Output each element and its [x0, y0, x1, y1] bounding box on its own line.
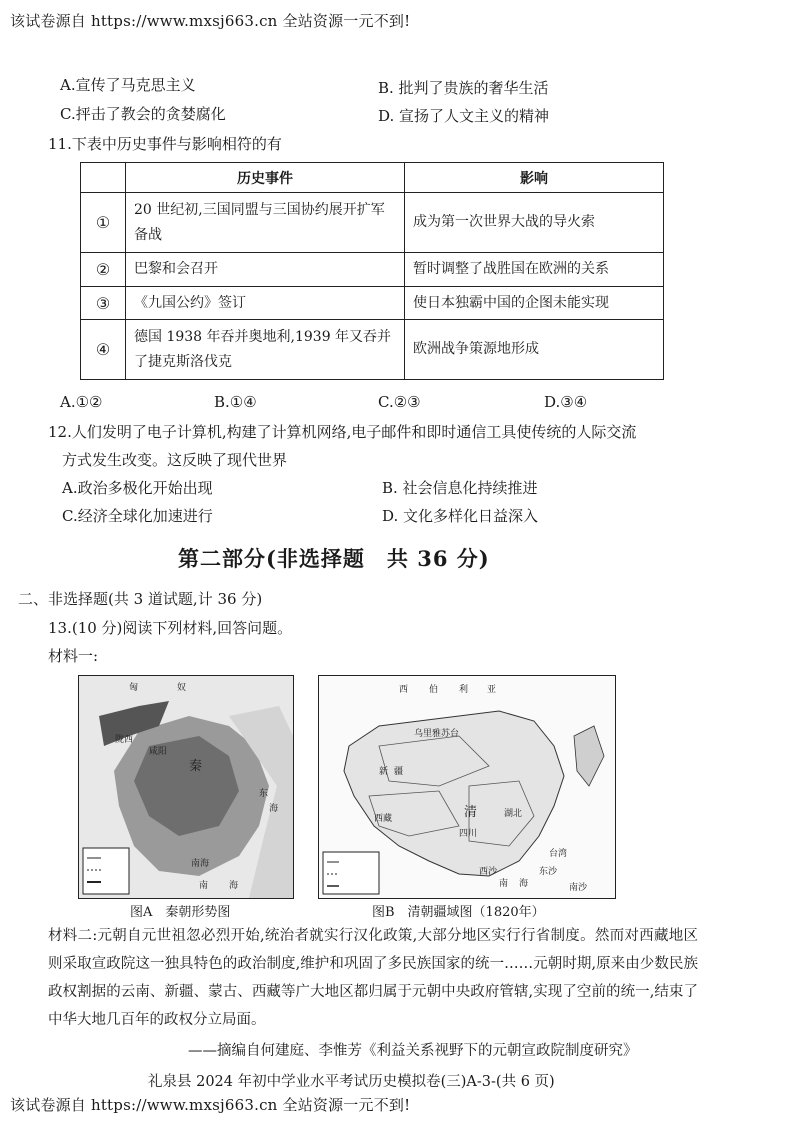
map-label: 陇西 [115, 735, 134, 745]
q11-option-a: A.①② [60, 393, 103, 411]
map-label: 南沙 [569, 883, 588, 893]
row-event: 20 世纪初,三国同盟与三国协约展开扩军备战 [126, 193, 405, 253]
row-impact: 欧洲战争策源地形成 [405, 320, 664, 380]
q11-option-b: B.①④ [214, 393, 257, 411]
row-impact: 暂时调整了战胜国在欧洲的关系 [405, 253, 664, 287]
map-qin-caption: 图A 秦朝形势图 [130, 905, 231, 920]
map-label: 四川 [459, 829, 478, 839]
material2-text: 材料二:元朝自元世祖忽必烈开始,统治者就实行汉化政策,大部分地区实行行省制度。然而对西藏地区则采取宣政院这一独具特色的政治制度,维护和巩固了多民族国家的统一……元朝时期,原来由少数民族政权割据的云南、新疆、蒙古、西藏等广大地区都归属于元朝中央政府管辖,实现了空前的统一,结束了中华大地几百年的政权分立局面。 [48, 928, 698, 1028]
section2-heading: 二、非选择题(共 3 道试题,计 36 分) [18, 590, 263, 608]
row-num: ① [81, 193, 126, 253]
q12-option-d: D. 文化多样化日益深入 [382, 507, 539, 525]
map-label: 西 [399, 685, 409, 695]
table-header-impact: 影响 [405, 163, 664, 193]
q13-stem: 13.(10 分)阅读下列材料,回答问题。 [48, 619, 293, 637]
q10-option-b: B. 批判了贵族的奢华生活 [378, 79, 549, 97]
map-label: 咸阳 [149, 747, 168, 757]
map-qing-caption: 图B 清朝疆域图（1820年） [372, 905, 545, 920]
map-label: 南 [199, 881, 209, 891]
map-label: 海 [519, 879, 529, 889]
map-label: 南海 [191, 859, 210, 869]
map-label: 利 [459, 685, 469, 695]
map-label: 奴 [177, 683, 187, 693]
table-row [81, 320, 664, 380]
row-impact: 使日本独霸中国的企图未能实现 [405, 287, 664, 320]
map-label: 海 [269, 804, 279, 814]
watermark-top: 该试卷源自 https://www.mxsj663.cn 全站资源一元不到! [10, 12, 411, 30]
map-qing-graphic [319, 676, 615, 898]
material2-source: ——摘编自何建庭、李惟芳《利益关系视野下的元朝宣政院制度研究》 [188, 1043, 638, 1059]
table-row [81, 287, 664, 320]
part2-title: 第二部分(非选择题 共 36 分) [178, 546, 490, 571]
map-label: 台湾 [549, 849, 568, 859]
map-label: 匈 [129, 683, 139, 693]
q12-option-b: B. 社会信息化持续推进 [382, 479, 538, 497]
q11-option-d: D.③④ [544, 393, 588, 411]
q11-option-c: C.②③ [378, 393, 421, 411]
q11-table [80, 162, 664, 380]
table-row [81, 253, 664, 287]
map-qing [318, 675, 616, 899]
row-num: ③ [81, 287, 126, 320]
map-label: 西沙 [479, 867, 498, 877]
map-label: 海 [229, 881, 239, 891]
watermark-bottom: 该试卷源自 https://www.mxsj663.cn 全站资源一元不到! [10, 1096, 411, 1114]
row-num: ④ [81, 320, 126, 380]
map-label: 湖北 [504, 809, 523, 819]
row-event: 德国 1938 年吞并奥地利,1939 年又吞并了捷克斯洛伐克 [126, 320, 405, 380]
q12-stem-line1: 12.人们发明了电子计算机,构建了计算机网络,电子邮件和即时通信工具使传统的人际交流 [48, 423, 637, 441]
map-label: 南 [499, 879, 509, 889]
q12-stem-line2: 方式发生改变。这反映了现代世界 [62, 451, 288, 469]
table-header-event: 历史事件 [126, 163, 405, 193]
row-impact: 成为第一次世界大战的导火索 [405, 193, 664, 253]
map-label: 疆 [394, 767, 404, 777]
map-label: 东沙 [539, 867, 558, 877]
map-label: 乌里雅苏台 [414, 729, 460, 739]
q10-option-a: A.宣传了马克思主义 [60, 76, 196, 94]
row-num: ② [81, 253, 126, 287]
table-header-row [81, 163, 664, 193]
map-label: 新 [379, 767, 389, 777]
material1-label: 材料一: [48, 647, 99, 665]
q11-stem: 11.下表中历史事件与影响相符的有 [48, 135, 282, 153]
map-qin-graphic [79, 676, 293, 898]
map-label: 东 [259, 789, 269, 799]
map-label: 秦 [189, 759, 203, 774]
q10-option-d: D. 宣扬了人文主义的精神 [378, 107, 550, 125]
map-qin [78, 675, 294, 899]
page-footer: 礼泉县 2024 年初中学业水平考试历史模拟卷(三)A-3-(共 6 页) [148, 1074, 555, 1090]
q12-option-c: C.经济全球化加速进行 [62, 507, 213, 525]
q10-option-c: C.抨击了教会的贪婪腐化 [60, 105, 226, 123]
row-event: 《九国公约》签订 [126, 287, 405, 320]
table-row [81, 193, 664, 253]
map-label: 清 [464, 805, 478, 820]
map-label: 西藏 [374, 814, 393, 824]
row-event: 巴黎和会召开 [126, 253, 405, 287]
q12-option-a: A.政治多极化开始出现 [62, 479, 213, 497]
map-label: 亚 [487, 685, 497, 695]
table-header-num [81, 163, 126, 193]
map-label: 伯 [429, 685, 439, 695]
